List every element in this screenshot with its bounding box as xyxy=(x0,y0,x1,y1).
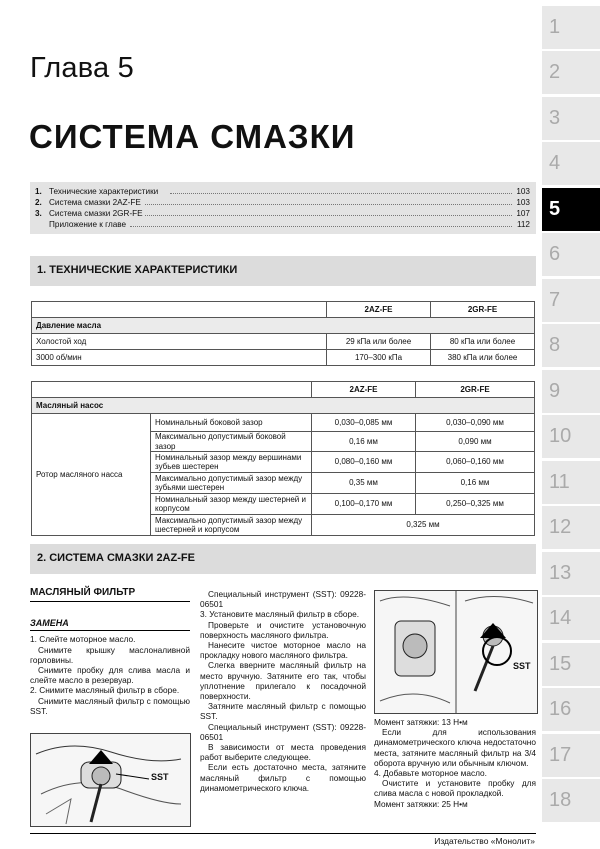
text-column-1: МАСЛЯНЫЙ ФИЛЬТР ЗАМЕНА 1. Слейте моторное масло. Снимите крышку маслоналивной горловины. Снимите пробку для слива масла и слейте масло в резервуар. 2. Снимите масляный фильтр в сборе. Снимите масляный фильтр с помощью SST. xyxy=(30,587,190,716)
oil-filter-install-figure xyxy=(374,590,538,714)
chapter-tab-12[interactable]: 12 xyxy=(542,506,600,549)
table-row: Номинальный зазор между вершинами зубьев шестерен 0,080–0,160 мм 0,060–0,160 мм xyxy=(32,452,535,473)
chapter-tab-6[interactable]: 6 xyxy=(542,233,600,276)
toc-item[interactable]: Приложение к главе 112 xyxy=(49,220,530,229)
chapter-tab-3[interactable]: 3 xyxy=(542,97,600,140)
table-row: Максимально допустимый боковой зазор 0,16 мм 0,090 мм xyxy=(32,432,535,452)
chapter-label: Глава 5 xyxy=(30,52,134,84)
toc-item[interactable]: 2. Система смазки 2AZ-FE 103 xyxy=(35,198,530,207)
table-of-contents xyxy=(30,182,536,234)
chapter-tab-7[interactable]: 7 xyxy=(542,279,600,322)
chapter-tab-13[interactable]: 13 xyxy=(542,552,600,595)
chapter-tab-11[interactable]: 11 xyxy=(542,461,600,504)
chapter-tab-2[interactable]: 2 xyxy=(542,51,600,94)
chapter-tab-9[interactable]: 9 xyxy=(542,370,600,413)
chapter-tab-14[interactable]: 14 xyxy=(542,597,600,640)
oil-pump-table: 2AZ-FE 2GR-FE Масляный насос Ротор масляного насса Номинальный боковой зазор 0,030–0,085 мм 0,030–0,090 мм Максимально допустимый боковой зазор 0,16 мм 0,090 мм Номинальный зазор между вершинами зубьев шестерен 0,080–0,160 мм 0,060–0,160 мм Максимально допустимый зазор между зубьями шестерен 0,35 мм 0,16 мм Номинальный зазор между шестерней и корпусом 0,100–0,170 мм 0,250–0,325 мм Максимально допустимый зазор между шестерней и корпусом 0,325 мм xyxy=(31,381,535,536)
chapter-tab-15[interactable]: 15 xyxy=(542,643,600,686)
main-title: СИСТЕМА СМАЗКИ xyxy=(29,118,356,155)
table-row: Максимально допустимый зазор между зубьями шестерен 0,35 мм 0,16 мм xyxy=(32,473,535,494)
section-heading: 2. СИСТЕМА СМАЗКИ 2AZ-FE xyxy=(30,544,536,574)
sst-label: SST xyxy=(513,661,531,671)
table-row: Холостой ход 29 кПа или более 80 кПа или более xyxy=(32,334,535,350)
subsection-heading: МАСЛЯНЫЙ ФИЛЬТР xyxy=(30,587,136,598)
chapter-tab-17[interactable]: 17 xyxy=(542,734,600,777)
oil-pressure-table: 2AZ-FE 2GR-FE Давление масла Холостой ход 29 кПа или более 80 кПа или более 3000 об/мин 170–300 кПа 380 кПа или более xyxy=(31,301,535,366)
chapter-tab-16[interactable]: 16 xyxy=(542,688,600,731)
publisher-footer: Издательство «Монолит» xyxy=(434,836,535,846)
toc-item[interactable]: 1. Технические характеристики 103 xyxy=(35,187,530,196)
chapter-tab-10[interactable]: 10 xyxy=(542,415,600,458)
table-row: Ротор масляного насса Номинальный боковой зазор 0,030–0,085 мм 0,030–0,090 мм xyxy=(32,414,535,432)
text-column-3: Момент затяжки: 13 Н•м Если для использования динамометрического ключа недостаточно места, затяните масляный фильтр на 3/4 оборота вручную или обычным ключом. 4. Добавьте моторное масло. Очистите и установите пробку для слива масла с новой прокладкой. Момент затяжки: 25 Н•м xyxy=(374,717,536,809)
chapter-tab-5[interactable]: 5 xyxy=(542,188,600,231)
footer-rule xyxy=(30,833,536,834)
sst-label: SST xyxy=(151,772,169,782)
subsection-subheading: ЗАМЕНА xyxy=(30,618,69,629)
text-column-2: Специальный инструмент (SST): 09228-06501 3. Установите масляный фильтр в сборе. Проверьте и очистите установочную поверхность масляного фильтра. Нанесите чистое моторное масло на прокладку нового масляного фильтра. Слегка вверните масляный фильтр на место вручную. Затяните его так, чтобы уплотнение прилегало к посадочной поверхности. Затяните масляный фильтр с помощью SST. Специальный инструмент (SST): 09228-06501 В зависимости от места проведения работ выберите следующее. Если есть достаточно места, затяните масляный фильтр с помощью динамометрического ключа. xyxy=(200,589,366,793)
table-row: Номинальный зазор между шестерней и корпусом 0,100–0,170 мм 0,250–0,325 мм xyxy=(32,494,535,515)
table-row: 3000 об/мин 170–300 кПа 380 кПа или более xyxy=(32,350,535,366)
chapter-tab-8[interactable]: 8 xyxy=(542,324,600,367)
chapter-tab-4[interactable]: 4 xyxy=(542,142,600,185)
section-heading: 1. ТЕХНИЧЕСКИЕ ХАРАКТЕРИСТИКИ xyxy=(30,256,536,286)
engine-illustration xyxy=(375,591,537,713)
chapter-tab-18[interactable]: 18 xyxy=(542,779,600,822)
chapter-tab-1[interactable]: 1 xyxy=(542,6,600,49)
oil-filter-removal-figure xyxy=(30,733,191,827)
table-row: Максимально допустимый зазор между шестерней и корпусом 0,325 мм xyxy=(32,515,535,536)
toc-item[interactable]: 3. Система смазки 2GR-FE 107 xyxy=(35,209,530,218)
